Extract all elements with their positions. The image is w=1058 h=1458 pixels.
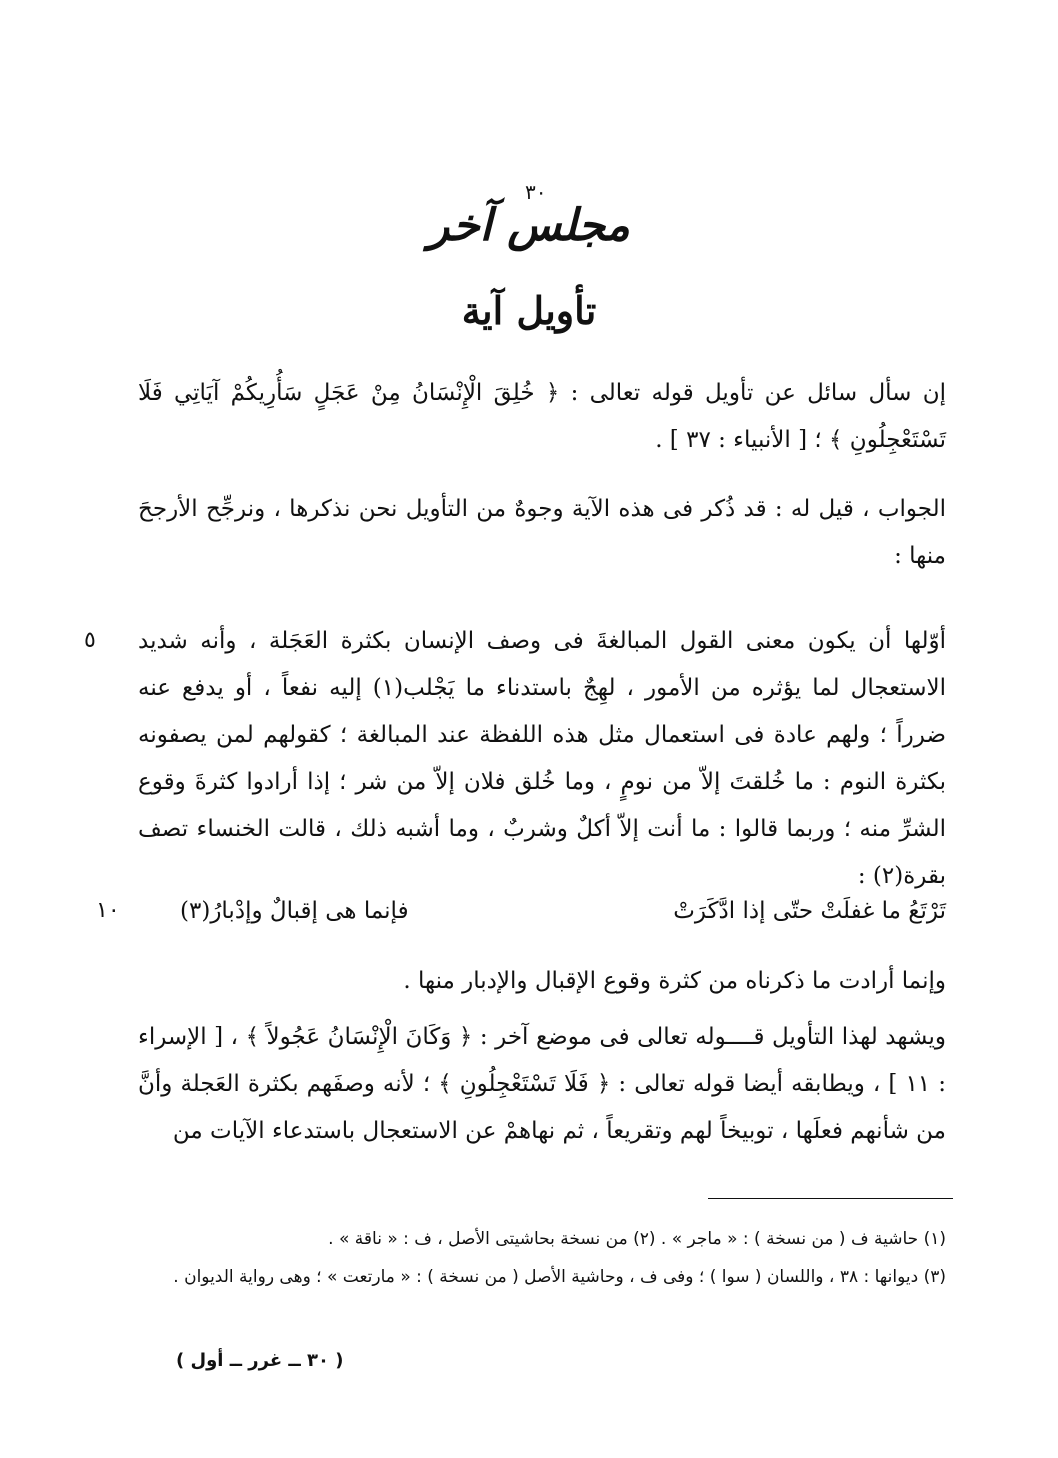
session-title: مجلس آخر [428, 200, 630, 251]
first-interpretation-paragraph: أوّلها أن يكون معنى القول المبالغةَ فى وصف الإنسان بكثرة العَجَلة ، وأنه شديد الاستعجال لما يؤثره من الأمور ، لهِجٌ باستدناء ما يَجْلب(١) إليه نفعاً ، أو يدفع عنه ضرراً ؛ ولهم عادة فى استعمال مثل هذه اللفظة عند المبالغة ؛ كقولهم لمن يصفونه بكثرة النوم : ما خُلقتَ إلاّ من نومٍ ، وما خُلق فلان إلاّ من شر ؛ إذا أرادوا كثرةَ وقوع الشرِّ منه ؛ وربما قالوا : ما أنت إلاّ أكلٌ وشربٌ ، وما أشبه ذلك ، قالت الخنساء تصف بقرة(٢) : [138, 628, 946, 889]
verse-second-hemistich: فإنما هى إقبالٌ وإدْبارُ(٣) [180, 898, 409, 924]
printer-signature-mark: ( ٣٠ ــ غرر ــ أول ) [176, 1350, 344, 1371]
evidence-paragraph: ويشهد لهذا التأويل قــــوله تعالى فى موضع آخر : ﴿ وَكَانَ الْإِنْسَانُ عَجُولاً ﴾ ، [ الإسراء : ١١ ] ، ويطابقه أيضا قوله تعالى : ﴿ فَلَا تَسْتَعْجِلُونِ ﴾ ؛ لأنه وصفَهم بكثرة العَجلة وأنَّ من شأنهم فعلَها ، توبيخاً لهم وتقريعاً ، ثم نهاهمْ عن الاستعجال باستدعاء الآيات من [138, 1024, 946, 1144]
question-paragraph: إن سأل سائل عن تأويل قوله تعالى : ﴿ خُلِقَ الْإِنْسَانُ مِنْ عَجَلٍ سَأُرِيكُمْ آيَاتِي فَلَا تَسْتَعْجِلُونِ ﴾ ؛ [ الأنبياء : ٣٧ ] . [138, 380, 946, 453]
session-number: ٣٠ [525, 180, 547, 204]
poetry-verse [180, 898, 946, 944]
verse-explanation-paragraph: وإنما أرادت ما ذكرناه من كثرة وقوع الإقبال والإدبار منها . [403, 968, 946, 994]
margin-line-number-10: ١٠ [96, 898, 120, 923]
verse-first-hemistich: تَرْتَعُ ما غفلَتْ حتّى إذا ادَّكَرَتْ [673, 898, 946, 924]
footnote-divider [708, 1198, 953, 1199]
answer-paragraph: الجواب ، قيل له : قد ذُكر فى هذه الآية وجوهٌ من التأويل نحن نذكرها ، ونرجِّح الأرجحَ منها : [138, 496, 946, 569]
footnote-1-2: (١) حاشية ف ( من نسخة ) : « ماجر » . (٢) من نسخة بحاشيتى الأصل ، ف : « ناقة » . [328, 1229, 946, 1249]
margin-line-number-5: ٥ [84, 628, 96, 653]
footnote-3: (٣) ديوانها : ٣٨ ، واللسان ( سوا ) ؛ وفى ف ، وحاشية الأصل ( من نسخة ) : « مارتعت » ؛ وهى رواية الديوان . [173, 1267, 946, 1287]
section-title: تأويل آية [461, 288, 597, 333]
